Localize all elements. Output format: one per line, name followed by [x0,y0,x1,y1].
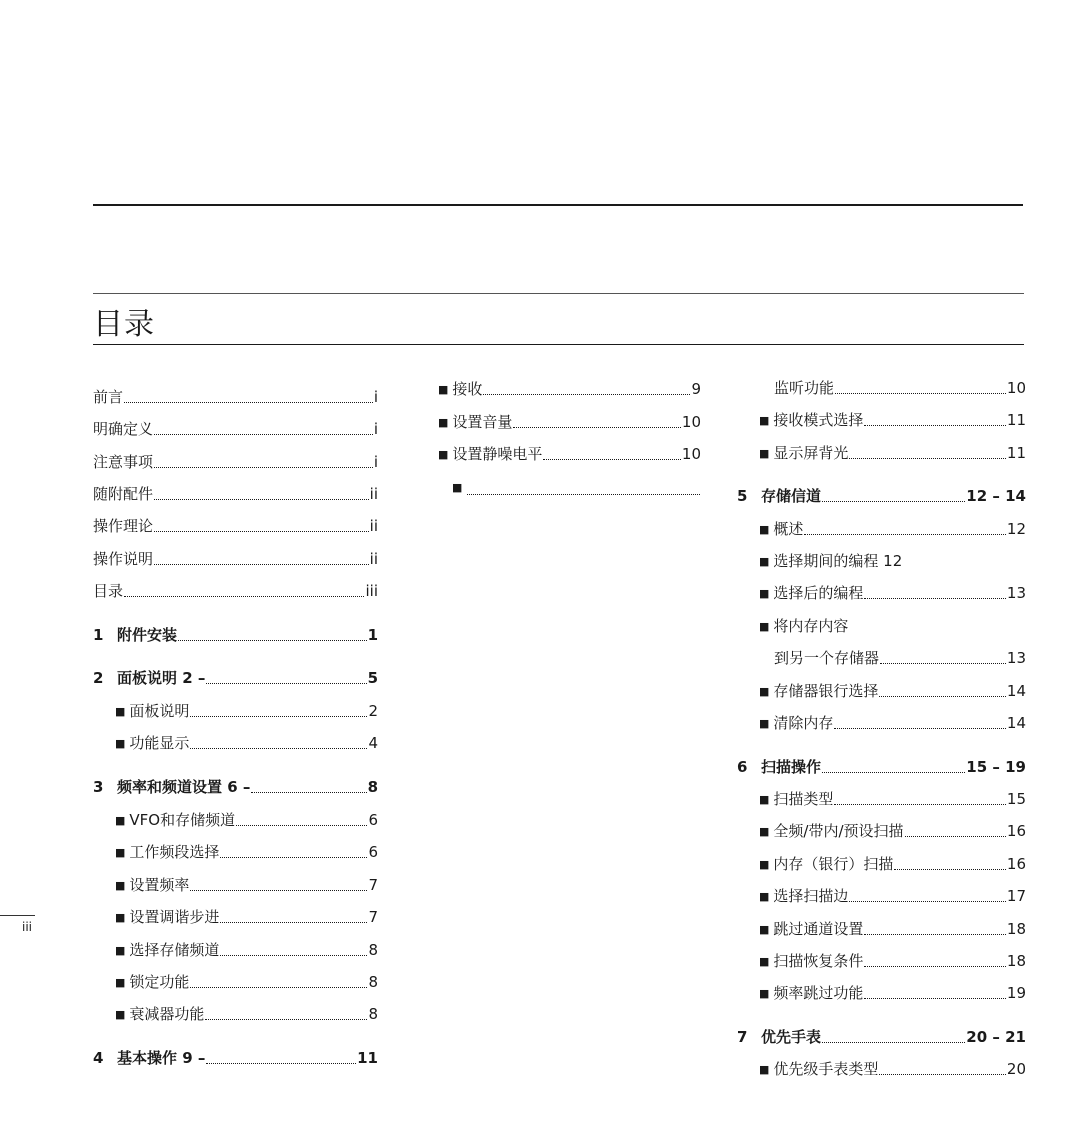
bullet-icon: ■ [115,879,126,892]
toc-page-number: 11 [357,1049,378,1067]
chapter-number: 5 [737,487,748,505]
toc-entry[interactable] [452,477,701,501]
dot-leader [834,804,1005,805]
dot-leader [894,869,1005,870]
dot-leader [124,596,364,597]
bullet-icon: ■ [438,416,449,429]
dot-leader [804,534,1005,535]
chapter-number: 4 [93,1049,104,1067]
dot-leader [206,1063,356,1064]
bullet-icon: ■ [115,911,126,924]
toc-entry-label: VFO和存储频道 [129,811,236,829]
toc-entry[interactable] [115,873,378,897]
bullet-icon: ■ [759,987,770,1000]
dot-leader [206,683,366,684]
dot-leader [864,598,1005,599]
bullet-icon: ■ [759,825,770,838]
toc-entry-label: 全频/带内/预设扫描 [773,822,904,840]
dot-leader [467,494,700,495]
toc-entry-label: 面板说明 [129,702,190,720]
toc-page-number: i [373,420,378,438]
toc-entry[interactable] [93,385,378,409]
toc-entry-label: 扫描恢复条件 [773,952,864,970]
dot-leader [124,402,373,403]
chapter-number: 6 [737,758,748,776]
bullet-icon: ■ [759,890,770,903]
toc-entry-label: 显示屏背光 [773,444,849,462]
toc-entry[interactable] [438,377,701,401]
dot-leader [154,434,373,435]
toc-entry[interactable] [93,514,378,538]
toc-entry[interactable] [759,949,1026,973]
footer-page-number: iii [22,920,33,934]
toc-entry-label: 选择后的编程 [773,584,864,602]
bullet-icon: ■ [759,620,770,633]
toc-entry-label: 功能显示 [129,734,190,752]
toc-entry-label: 跳过通道设置 [773,920,864,938]
toc-page-number: 10 [681,413,701,431]
toc-entry[interactable] [759,884,1026,908]
bullet-icon: ■ [759,793,770,806]
toc-entry[interactable] [759,787,1026,811]
toc-page-number: 13 [1006,584,1026,602]
toc-page-number: 19 [1006,984,1026,1002]
toc-entry-label: 工作频段选择 [129,843,220,861]
dot-leader [154,499,369,500]
dot-leader [251,792,366,793]
toc-entry-label: 将内存内容 [773,617,849,635]
bullet-icon: ■ [115,705,126,718]
toc-entry-label: 扫描操作 [761,758,822,776]
toc-page-number: 8 [367,778,378,796]
dot-leader [543,459,680,460]
toc-entry-label: 存储信道 [761,487,822,505]
toc-entry-label: 优先手表 [761,1028,822,1046]
dot-leader [864,425,1005,426]
dot-leader [879,696,1005,697]
dot-leader [190,716,367,717]
toc-entry-label: 操作理论 [93,517,154,535]
dot-leader [822,501,965,502]
bullet-icon: ■ [759,1063,770,1076]
toc-entry-label: 接收 [452,380,483,398]
toc-entry[interactable] [737,755,1026,779]
dot-leader [864,966,1005,967]
toc-page-number: 12 – 14 [966,487,1026,505]
toc-entry[interactable] [115,1002,378,1026]
dot-leader [178,640,367,641]
toc-entry-label: 扫描类型 [773,790,834,808]
bullet-icon: ■ [115,976,126,989]
toc-entry[interactable] [759,614,1026,638]
toc-page-number: 10 [681,445,701,463]
bullet-icon: ■ [759,955,770,968]
bullet-icon: ■ [759,587,770,600]
toc-entry-label: 频率跳过功能 [773,984,864,1002]
toc-page-number: ii [369,550,378,568]
toc-entry[interactable] [93,482,378,506]
toc-entry-label: 操作说明 [93,550,154,568]
toc-entry[interactable] [759,581,1026,605]
toc-entry-label: 到另一个存储器 [774,649,880,667]
bullet-icon: ■ [452,481,463,494]
toc-entry-label: 明确定义 [93,420,154,438]
dot-leader [864,934,1005,935]
toc-page-number: 20 [1006,1060,1026,1078]
toc-entry-label: 设置音量 [452,413,513,431]
toc-page-number: 16 [1006,822,1026,840]
toc-entry-label: 选择存储频道 [129,941,220,959]
chapter-number: 3 [93,778,104,796]
toc-entry[interactable] [759,852,1026,876]
toc-page-number: 17 [1006,887,1026,905]
toc-page-number: 16 [1006,855,1026,873]
toc-entry-label: 接收模式选择 [773,411,864,429]
toc-page-number: 7 [368,876,378,894]
toc-entry-label: 选择期间的编程 12 [773,552,903,570]
toc-page-number: 14 [1006,682,1026,700]
toc-page-number: 6 [368,843,378,861]
chapter-number: 1 [93,626,104,644]
toc-page-number: 8 [368,973,378,991]
page-title: 目录 [93,307,155,342]
dot-leader [220,955,367,956]
dot-leader [822,1042,965,1043]
toc-page-number: 20 – 21 [966,1028,1026,1046]
toc-entry-label: 面板说明 2 – [117,669,206,687]
top-rule [93,204,1023,206]
dot-leader [236,825,367,826]
bullet-icon: ■ [115,737,126,750]
dot-leader [154,467,373,468]
dot-leader [849,901,1005,902]
toc-page-number: 8 [368,941,378,959]
toc-entry-label: 设置静噪电平 [452,445,543,463]
toc-entry-label: 随附配件 [93,485,154,503]
toc-entry[interactable] [759,549,1026,573]
toc-entry[interactable] [115,938,378,962]
toc-page-number: ii [369,485,378,503]
toc-page-number: 18 [1006,920,1026,938]
toc-page-number: 15 – 19 [966,758,1026,776]
toc-entry-label: 存储器银行选择 [773,682,879,700]
toc-page-number: 2 [368,702,378,720]
toc-entry[interactable] [115,808,378,832]
toc-entry[interactable] [759,1057,1026,1081]
toc-page-number: 6 [368,811,378,829]
toc-entry-label: 选择扫描边 [773,887,849,905]
toc-entry[interactable] [93,547,378,571]
toc-entry-label: 概述 [773,520,804,538]
toc-entry[interactable] [774,376,1026,400]
toc-entry[interactable] [93,666,378,690]
dot-leader [220,922,367,923]
toc-entry[interactable] [438,410,701,434]
bullet-icon: ■ [115,846,126,859]
toc-entry[interactable] [115,905,378,929]
toc-page-number: 4 [368,734,378,752]
toc-entry[interactable] [774,646,1026,670]
toc-entry-label: 内存（银行）扫描 [773,855,894,873]
dot-leader [864,998,1005,999]
dot-leader [879,1074,1005,1075]
bullet-icon: ■ [759,414,770,427]
bullet-icon: ■ [438,448,449,461]
toc-entry[interactable] [93,417,378,441]
dot-leader [190,890,367,891]
dot-leader [483,394,690,395]
toc-page-number: 7 [368,908,378,926]
toc-entry[interactable] [759,408,1026,432]
title-top-rule [93,293,1024,294]
toc-entry[interactable] [759,517,1026,541]
dot-leader [513,427,680,428]
dot-leader [220,857,367,858]
bullet-icon: ■ [115,944,126,957]
dot-leader [834,728,1005,729]
dot-leader [190,748,367,749]
toc-entry[interactable] [93,775,378,799]
dot-leader [835,393,1006,394]
bullet-icon: ■ [115,1008,126,1021]
dot-leader [190,987,367,988]
toc-entry[interactable] [759,441,1026,465]
toc-entry-label: 设置调谐步进 [129,908,220,926]
toc-entry-label: 前言 [93,388,124,406]
toc-entry-label: 目录 [93,582,124,600]
toc-entry[interactable] [115,731,378,755]
toc-page-number: i [373,388,378,406]
dot-leader [880,663,1006,664]
toc-entry[interactable] [759,981,1026,1005]
toc-page-number: iii [365,582,378,600]
toc-page-number: i [373,453,378,471]
dot-leader [154,564,369,565]
footer-rule [0,915,35,916]
bullet-icon: ■ [759,447,770,460]
toc-entry[interactable] [93,579,378,603]
dot-leader [849,458,1005,459]
toc-entry[interactable] [759,711,1026,735]
bullet-icon: ■ [759,555,770,568]
dot-leader [822,772,965,773]
toc-page-number: 18 [1006,952,1026,970]
toc-page-number: 12 [1006,520,1026,538]
toc-page-number: 1 [367,626,378,644]
toc-entry[interactable] [737,484,1026,508]
toc-page-number: 9 [691,380,701,398]
toc-page-number: 14 [1006,714,1026,732]
toc-page-number: 10 [1006,379,1026,397]
dot-leader [905,836,1006,837]
bullet-icon: ■ [759,685,770,698]
toc-entry[interactable] [759,917,1026,941]
toc-entry[interactable] [438,442,701,466]
bullet-icon: ■ [759,858,770,871]
dot-leader [205,1019,367,1020]
toc-entry-label: 设置频率 [129,876,190,894]
toc-entry[interactable] [93,450,378,474]
bullet-icon: ■ [759,523,770,536]
toc-entry-label: 监听功能 [774,379,835,397]
toc-page-number: ii [369,517,378,535]
toc-entry-label: 优先级手表类型 [773,1060,879,1078]
toc-entry-label: 清除内存 [773,714,834,732]
toc-entry-label: 衰减器功能 [129,1005,205,1023]
chapter-number: 2 [93,669,104,687]
toc-page-number: 11 [1006,411,1026,429]
toc-entry[interactable] [759,679,1026,703]
toc-page-number: 8 [368,1005,378,1023]
toc-entry-label: 基本操作 9 – [117,1049,206,1067]
toc-entry-label: 附件安装 [117,626,178,644]
bullet-icon: ■ [759,923,770,936]
bullet-icon: ■ [438,383,449,396]
toc-page-number: 15 [1006,790,1026,808]
toc-entry[interactable] [115,970,378,994]
chapter-number: 7 [737,1028,748,1046]
bullet-icon: ■ [115,814,126,827]
toc-entry[interactable] [115,840,378,864]
toc-entry-label: 锁定功能 [129,973,190,991]
title-bottom-rule [93,344,1024,345]
toc-page-number: 13 [1006,649,1026,667]
toc-entry[interactable] [115,699,378,723]
bullet-icon: ■ [759,717,770,730]
toc-page-number: 5 [367,669,378,687]
toc-entry-label: 频率和频道设置 6 – [117,778,251,796]
toc-entry-label: 注意事项 [93,453,154,471]
toc-entry[interactable] [93,623,378,647]
toc-entry[interactable] [759,819,1026,843]
toc-page-number: 11 [1006,444,1026,462]
toc-entry[interactable] [93,1046,378,1070]
toc-entry[interactable] [737,1025,1026,1049]
dot-leader [154,531,369,532]
